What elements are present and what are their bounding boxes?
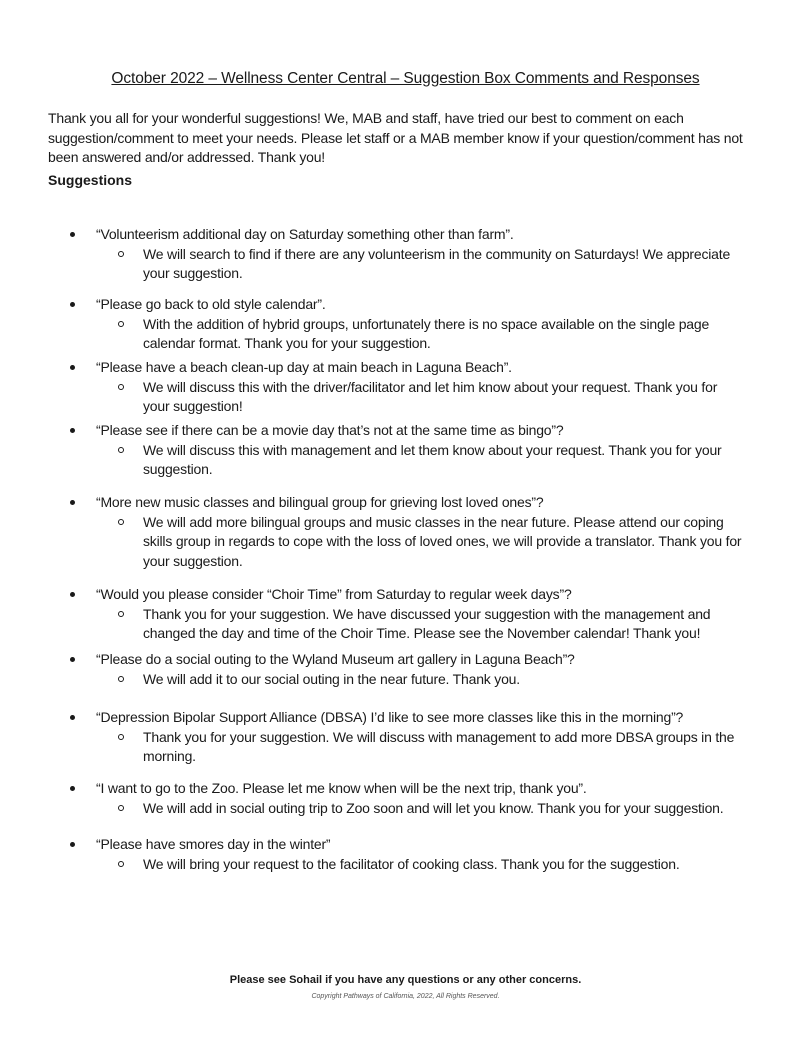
- suggestion-item: [0, 708, 811, 767]
- suggestion-quote: “Please see if there can be a movie day that’s not at the same time as bingo”?: [96, 422, 564, 438]
- bullet-icon: [70, 592, 75, 597]
- suggestion-item: [0, 585, 811, 644]
- circle-bullet-icon: [118, 447, 124, 453]
- suggestion-response: We will discuss this with the driver/facilitator and let him know about your request. Thank you for your suggestion!: [143, 378, 718, 414]
- bullet-icon: [70, 500, 75, 505]
- suggestion-quote: “Depression Bipolar Support Alliance (DBSA) I’d like to see more classes like this in the morning”?: [96, 709, 684, 725]
- suggestion-item: [0, 421, 811, 480]
- suggestion-response: We will search to find if there are any volunteerism in the community on Saturdays! We appreciate your suggestion.: [143, 245, 731, 281]
- circle-bullet-icon: [118, 251, 124, 257]
- bullet-icon: [70, 842, 75, 847]
- suggestion-quote: “Please go back to old style calendar”.: [96, 296, 326, 312]
- circle-bullet-icon: [118, 384, 124, 390]
- suggestion-quote: “Would you please consider “Choir Time” from Saturday to regular week days”?: [96, 586, 572, 602]
- suggestion-quote: “I want to go to the Zoo. Please let me know when will be the next trip, thank you”.: [96, 780, 587, 796]
- suggestion-response: With the addition of hybrid groups, unfortunately there is no space available on the single page calendar format. Thank you for your suggestion.: [143, 315, 710, 351]
- circle-bullet-icon: [118, 734, 124, 740]
- suggestion-response: We will bring your request to the facilitator of cooking class. Thank you for the suggestion.: [143, 855, 680, 872]
- suggestion-item: [0, 225, 811, 284]
- circle-bullet-icon: [118, 805, 124, 811]
- bullet-icon: [70, 715, 75, 720]
- footer-note: Please see Sohail if you have any questions or any other concerns.: [229, 974, 582, 986]
- bullet-icon: [70, 428, 75, 433]
- suggestion-response: We will add in social outing trip to Zoo soon and will let you know. Thank you for your suggestion.: [143, 799, 724, 816]
- circle-bullet-icon: [118, 611, 124, 617]
- suggestion-quote: “Please have a beach clean-up day at main beach in Laguna Beach”.: [96, 359, 512, 375]
- suggestion-quote: “Please have smores day in the winter”: [96, 836, 331, 852]
- bullet-icon: [70, 786, 75, 791]
- suggestion-quote: “More new music classes and bilingual group for grieving lost loved ones”?: [96, 494, 544, 510]
- suggestion-item: [0, 358, 811, 417]
- intro-paragraph: Thank you all for your wonderful suggestions! We, MAB and staff, have tried our best to comment on each suggestion/comment to meet your needs. Please let staff or a MAB member know if your question/comment has not been answered and/or addressed. Thank you!: [48, 110, 743, 165]
- circle-bullet-icon: [118, 519, 124, 525]
- suggestion-item: [0, 835, 811, 874]
- suggestion-response: We will discuss this with management and let them know about your request. Thank you for your suggestion.: [143, 441, 722, 477]
- suggestion-response: We will add it to our social outing in the near future. Thank you.: [143, 670, 520, 687]
- document-title: October 2022 – Wellness Center Central – Suggestion Box Comments and Responses: [111, 70, 700, 87]
- suggestion-item: [0, 493, 811, 571]
- suggestion-item: [0, 650, 811, 689]
- circle-bullet-icon: [118, 676, 124, 682]
- bullet-icon: [70, 365, 75, 370]
- suggestion-response: Thank you for your suggestion. We have discussed your suggestion with the management and changed the day and time of the Choir Time. Please see the November calendar! Thank you!: [143, 605, 711, 641]
- bullet-icon: [70, 302, 75, 307]
- bullet-icon: [70, 232, 75, 237]
- suggestion-item: [0, 295, 811, 354]
- suggestion-quote: “Volunteerism additional day on Saturday something other than farm”.: [96, 226, 514, 242]
- section-heading: Suggestions: [48, 172, 133, 188]
- suggestion-quote: “Please do a social outing to the Wyland Museum art gallery in Laguna Beach”?: [96, 651, 575, 667]
- suggestion-response: We will add more bilingual groups and music classes in the near future. Please attend our coping skills group in regards to cope with the loss of loved ones, we will provide a translator. Thank you for your suggestion.: [143, 513, 742, 569]
- suggestion-item: [0, 779, 811, 818]
- circle-bullet-icon: [118, 321, 124, 327]
- copyright-text: Copyright Pathways of California, 2022, All Rights Reserved.: [311, 993, 500, 1000]
- circle-bullet-icon: [118, 861, 124, 867]
- bullet-icon: [70, 657, 75, 662]
- suggestion-response: Thank you for your suggestion. We will discuss with management to add more DBSA groups in the morning.: [143, 728, 735, 764]
